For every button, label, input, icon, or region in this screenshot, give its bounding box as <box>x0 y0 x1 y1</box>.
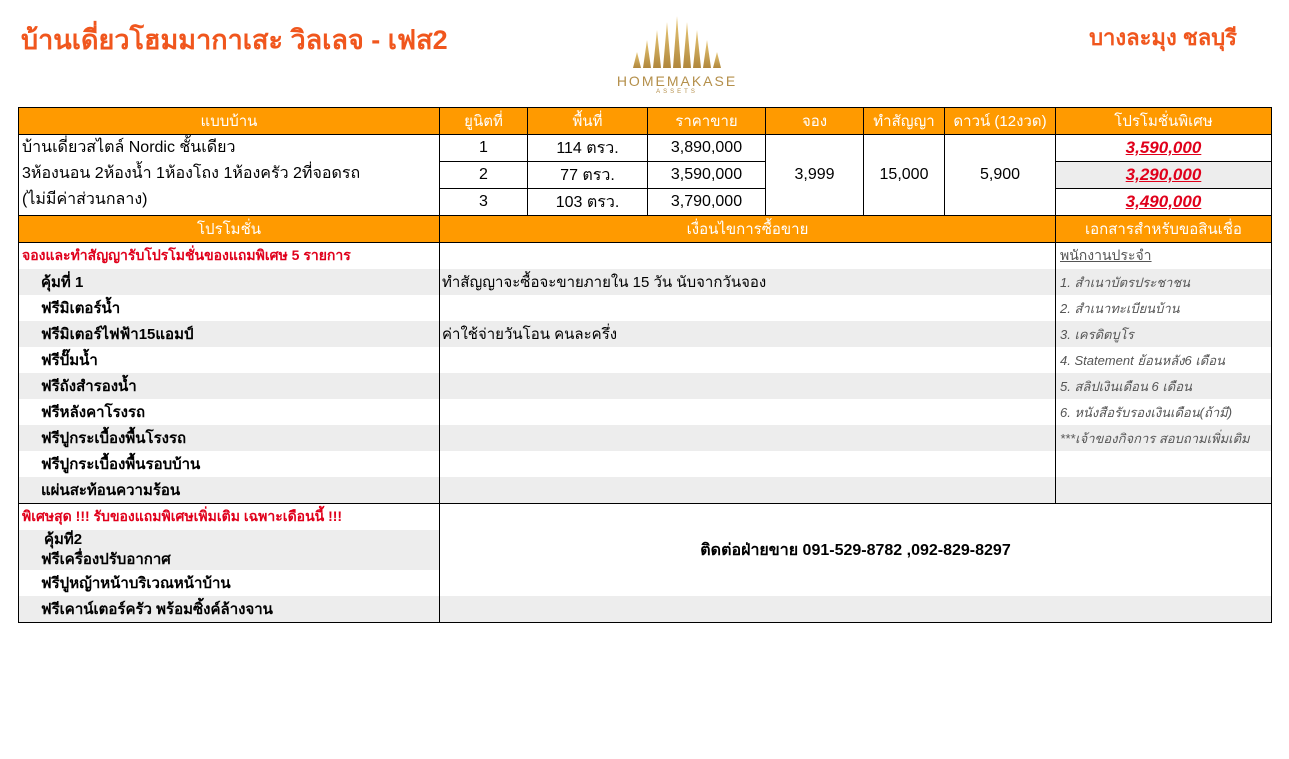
condition-line: ทำสัญญาจะซื้อจะขายภายใน 15 วัน นับจากวันจอง <box>440 269 1056 295</box>
special-promo-headline: พิเศษสุด !!! รับของแถมพิเศษเพิ่มเติม เฉพาะเดือนนี้ !!! <box>19 504 440 531</box>
sales-contact: ติดต่อฝ่ายขาย 091-529-8782 ,092-829-8297 <box>440 530 1272 570</box>
booking-amount: 3,999 <box>766 135 864 216</box>
promo-item: ฟรีปั๊มน้ำ <box>19 347 440 373</box>
house-type-line: (ไม่มีค่าส่วนกลาง) <box>22 191 148 208</box>
down-payment: 5,900 <box>945 135 1056 216</box>
documents-header: เอกสารสำหรับขอสินเชื่อ <box>1056 216 1272 243</box>
condition-line: ค่าใช้จ่ายวันโอน คนละครึ่ง <box>440 321 1056 347</box>
promo-row <box>19 347 1272 373</box>
house-type-description <box>19 135 440 216</box>
price-table-header <box>19 108 1272 135</box>
promo-item: ฟรีมิเตอร์น้ำ <box>19 295 440 321</box>
unit-number: 1 <box>440 135 528 162</box>
table-row <box>19 135 1272 162</box>
promo-item: ฟรีปูกระเบื้องพื้นโรงรถ <box>19 425 440 451</box>
col-unit: ยูนิตที่ <box>440 108 528 135</box>
promo-row <box>19 477 1272 504</box>
promo-row <box>19 425 1272 451</box>
company-logo <box>612 14 742 104</box>
promo-row <box>19 269 1272 295</box>
col-down: ดาวน์ (12งวด) <box>945 108 1056 135</box>
unit-price: 3,790,000 <box>648 189 766 216</box>
promo-item: ฟรีถังสำรองน้ำ <box>19 373 440 399</box>
col-booking: จอง <box>766 108 864 135</box>
promo-headline: จองและทำสัญญารับโปรโมชั่นของแถมพิเศษ 5 รายการ <box>19 243 440 270</box>
promo-row <box>19 570 1272 596</box>
promo-row <box>19 243 1272 270</box>
promo-item: ฟรีเครื่องปรับอากาศ <box>41 551 171 568</box>
location-title: บางละมุง ชลบุรี <box>1089 25 1237 50</box>
col-area: พื้นที่ <box>528 108 648 135</box>
promo-price: 3,290,000 <box>1056 162 1272 189</box>
promo-set2-label: คุ้มที่2 <box>44 531 83 548</box>
col-contract: ทำสัญญา <box>864 108 945 135</box>
unit-price: 3,890,000 <box>648 135 766 162</box>
promo-row <box>19 504 1272 531</box>
col-price: ราคาขาย <box>648 108 766 135</box>
unit-number: 2 <box>440 162 528 189</box>
promo-item: แผ่นสะท้อนความร้อน <box>19 477 440 504</box>
document-item: 6. หนังสือรับรองเงินเดือน(ถ้ามี) <box>1056 399 1272 425</box>
unit-area: 114 ตรว. <box>528 135 648 162</box>
section-header <box>19 216 1272 243</box>
promo-item: ฟรีหลังคาโรงรถ <box>19 399 440 425</box>
document-item: 1. สำเนาบัตรประชาชน <box>1056 269 1272 295</box>
logo-name: HOMEMAKASE <box>616 73 738 89</box>
unit-area: 77 ตรว. <box>528 162 648 189</box>
documents-heading: พนักงานประจำ <box>1056 243 1272 270</box>
document-item: 5. สลิปเงินเดือน 6 เดือน <box>1056 373 1272 399</box>
col-promo: โปรโมชั่นพิเศษ <box>1056 108 1272 135</box>
promo-row <box>19 373 1272 399</box>
promo-row <box>19 399 1272 425</box>
document-item: 4. Statement ย้อนหลัง6 เดือน <box>1056 347 1272 373</box>
house-type-line: 3ห้องนอน 2ห้องน้ำ 1ห้องโถง 1ห้องครัว 2ที่จอดรถ <box>22 165 361 182</box>
promo-row <box>19 295 1272 321</box>
promo-price: 3,490,000 <box>1056 189 1272 216</box>
promo-item: ฟรีมิเตอร์ไฟฟ้า15แอมป์ <box>19 321 440 347</box>
promo-row <box>19 321 1272 347</box>
promotion-header: โปรโมชั่น <box>19 216 440 243</box>
promo-set2 <box>19 530 440 570</box>
document-item: 2. สำเนาทะเบียนบ้าน <box>1056 295 1272 321</box>
promo-item: ฟรีปูกระเบื้องพื้นรอบบ้าน <box>19 451 440 477</box>
contract-amount: 15,000 <box>864 135 945 216</box>
house-type-line: บ้านเดี่ยวสไตล์ Nordic ชั้นเดียว <box>22 139 236 156</box>
document-item: 3. เครดิตบูโร <box>1056 321 1272 347</box>
price-table <box>18 107 1272 623</box>
promo-item: ฟรีเคาน์เตอร์ครัว พร้อมซิ้งค์ล้างจาน <box>19 596 440 623</box>
promo-price: 3,590,000 <box>1056 135 1272 162</box>
document-item: ***เจ้าของกิจการ สอบถามเพิ่มเติม <box>1056 425 1272 451</box>
logo-subtitle: ASSETS <box>656 89 698 95</box>
page-title: บ้านเดี่ยวโฮมมากาเสะ วิลเลจ - เฟส2 <box>21 25 448 55</box>
promo-set1-label: คุ้มที่ 1 <box>19 269 440 295</box>
unit-price: 3,590,000 <box>648 162 766 189</box>
promo-row <box>19 451 1272 477</box>
promo-item: ฟรีปูหญ้าหน้าบริเวณหน้าบ้าน <box>19 570 440 596</box>
conditions-header: เงื่อนไขการซื้อขาย <box>440 216 1056 243</box>
logo-emblem-icon <box>627 14 727 70</box>
col-house-type: แบบบ้าน <box>19 108 440 135</box>
unit-area: 103 ตรว. <box>528 189 648 216</box>
unit-number: 3 <box>440 189 528 216</box>
promo-row <box>19 596 1272 623</box>
